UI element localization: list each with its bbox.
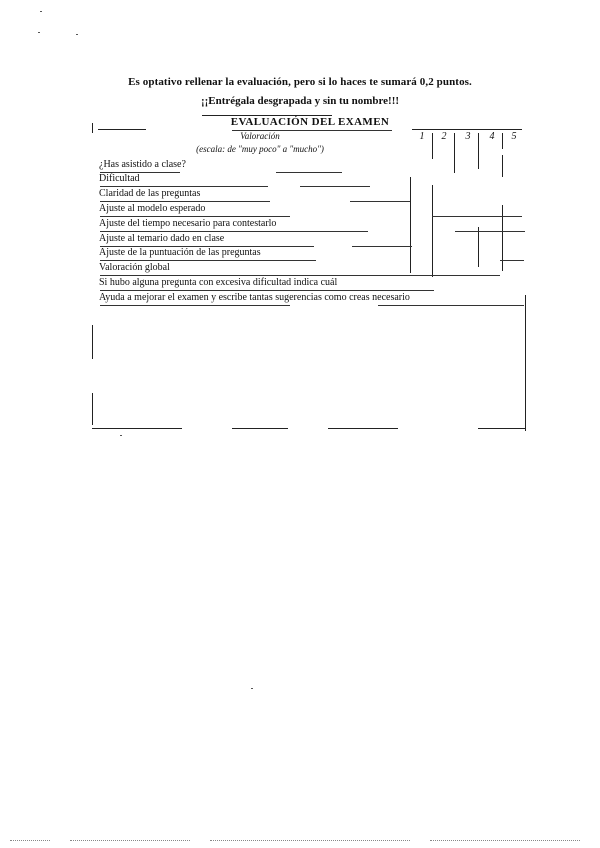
item-clarity: Claridad de las preguntas [99,188,201,199]
scan-speck [38,32,40,33]
row-rule [378,305,524,306]
row-rule [350,201,410,202]
row-rule [500,260,524,261]
scale-3: 3 [465,131,471,142]
border-bottom [478,428,525,429]
scan-noise [10,840,50,841]
grid-divider [432,185,433,277]
item-syllabus-fit: Ajuste al temario dado en clase [99,233,225,244]
row-rule [100,231,368,232]
row-rule [455,231,525,232]
border-left [92,325,93,359]
scan-noise [70,840,190,841]
item-attendance: ¿Has asistido a clase? [99,159,186,170]
scale-divider [502,133,503,149]
scale-5: 5 [511,131,517,142]
grid-divider [410,177,411,273]
item-overall: Valoración global [99,262,170,273]
row-rule [100,260,316,261]
row-rule [100,305,290,306]
scan-noise [430,840,580,841]
scan-speck [76,34,78,35]
row-rule [100,275,500,276]
form-title: EVALUACIÓN DEL EXAMEN [230,116,390,128]
scan-speck [40,11,42,12]
intro-text: Es optativo rellenar la evaluación, pero si lo haces te sumará 0,2 puntos. [128,76,472,88]
item-time-fit: Ajuste del tiempo necesario para contestarlo [99,218,277,229]
row-rule [100,290,434,291]
scale-1: 1 [419,131,425,142]
border-bottom [92,428,182,429]
scan-noise [210,840,410,841]
border-top-right [412,129,522,130]
scale-divider [432,133,433,159]
warning-text: ¡¡Entrégala desgrapada y sin tu nombre!!! [200,95,400,107]
scale-divider [478,133,479,169]
border-bottom [328,428,398,429]
difficult-question-prompt: Si hubo alguna pregunta con excesiva dificultad indica cuál [99,277,338,288]
suggestions-prompt: Ayuda a mejorar el examen y escribe tantas sugerencias como creas necesario [99,292,410,303]
scale-divider [454,133,455,173]
border-bottom [232,428,288,429]
border-left [92,393,93,425]
row-rule [276,172,342,173]
scale-4: 4 [489,131,495,142]
row-rule [100,216,290,217]
scan-speck [251,688,253,689]
border-top-left [98,129,146,130]
row-rule [100,186,268,187]
scan-speck [120,435,122,436]
item-model-fit: Ajuste al modelo esperado [99,203,206,214]
row-rule [100,201,270,202]
row-rule [300,186,370,187]
row-rule [432,216,522,217]
item-scoring-fit: Ajuste de la puntuación de las preguntas [99,247,261,258]
border-right [525,295,526,431]
scale-2: 2 [441,131,447,142]
rating-label: Valoración [240,131,280,141]
suggestions-area[interactable] [100,308,520,428]
border-left [92,123,93,133]
grid-divider [478,227,479,267]
scale-hint: (escala: de "muy poco" a "mucho") [196,144,324,154]
grid-divider [502,205,503,271]
item-difficulty: Dificultad [99,173,140,184]
grid-divider [502,155,503,177]
row-rule [352,246,412,247]
